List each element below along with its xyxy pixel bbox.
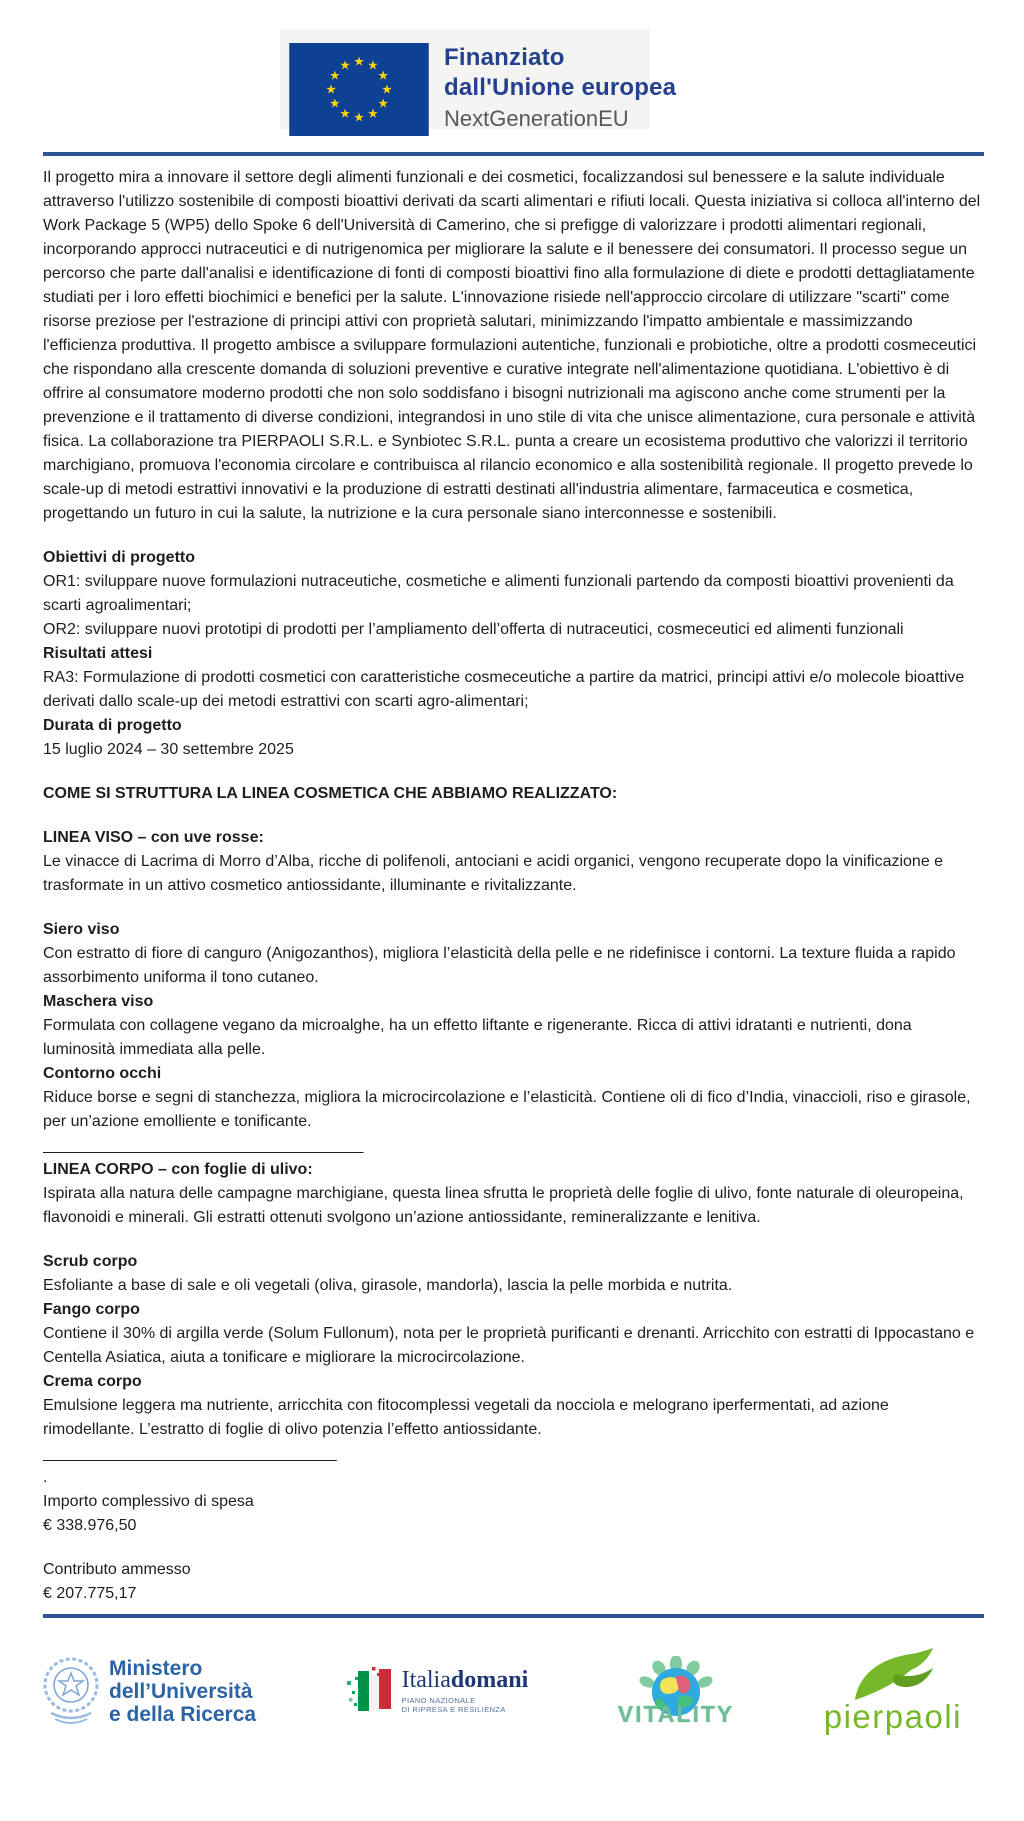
dot-line: .	[43, 1469, 48, 1486]
eu-funding-banner	[280, 30, 677, 131]
maschera-viso-description: Formulata con collagene vegano da microalghe, ha un effetto liftante e rigenerante. Ricca di attivi idratanti e nutrienti, dona luminosità immediata alla pelle.	[43, 1017, 912, 1058]
blank-line	[43, 1538, 984, 1558]
linea-corpo-description: Ispirata alla natura delle campagne marchigiane, questa linea sfrutta le proprietà delle foglie di ulivo, fonte naturale di oleuropeina, flavonoidi e minerali. Gli estratti ottenuti svolgono un’azione antiossidante, remineralizzante e lenitiva.	[43, 1185, 964, 1226]
vitality-label: VITALITY	[617, 1701, 735, 1727]
underscore-divider: ____________________________________	[43, 1137, 364, 1154]
italiadomani-caption	[402, 1696, 529, 1714]
mur-logo	[43, 1653, 256, 1729]
blank-line	[43, 526, 984, 546]
importo-value: € 338.976,50	[43, 1517, 137, 1534]
scrub-corpo-description: Esfoliante a base di sale e oli vegetali (oliva, girasole, mandorla), lascia la pelle morbida e nutrita.	[43, 1277, 733, 1294]
siero-viso-description: Con estratto di fiore di canguro (Anigozanthos), migliora l’elasticità della pelle e ne ridefinisce i contorni. La texture fluida a rapido assorbimento uniforma il tono cutaneo.	[43, 945, 956, 986]
mur-label-line3: e della Ricerca	[109, 1702, 257, 1726]
crema-corpo-description: Emulsione leggera ma nutriente, arricchita con fitocomplessi vegetali da nocciola e melograno iperfermentati, ad azione rimodellante. L’estratto di foglie di olivo potenzia l’effetto antiossidante.	[43, 1397, 889, 1438]
linea-viso-heading: LINEA VISO – con uve rosse:	[43, 829, 264, 846]
vitality-logo	[618, 1656, 735, 1726]
italiadomani-logo	[346, 1665, 529, 1717]
fango-corpo-heading: Fango corpo	[43, 1301, 140, 1318]
eu-funding-line1: Finanziato	[444, 44, 565, 71]
siero-viso-heading: Siero viso	[43, 921, 120, 938]
italiadomani-title	[402, 1668, 529, 1692]
eu-flag-icon	[280, 30, 429, 129]
result-ra3: RA3: Formulazione di prodotti cosmetici con caratteristiche cosmeceutiche a partire da matrici, principi attivi e/o molecole bioattive derivati dallo scale-up dei metodi estrattivi con scarti agro-alimentari;	[43, 669, 965, 710]
fango-corpo-description: Contiene il 30% di argilla verde (Solum Fullonum), nota per le proprietà purificanti e drenanti. Arricchito con estratti di Ippocastano e Centella Asiatica, aiuta a tonificare e migliorare la microcircolazione.	[43, 1325, 975, 1366]
objective-or1: OR1: sviluppare nuove formulazioni nutraceutiche, cosmetiche e alimenti funzionali partendo da composti bioattivi provenienti da scarti agroalimentari;	[43, 573, 954, 614]
bottom-divider-rule	[43, 1614, 984, 1618]
nextgenerationeu-label: NextGenerationEU	[444, 106, 629, 131]
mur-label-line2: dell’Università	[109, 1679, 253, 1703]
eu-funding-text	[429, 30, 676, 129]
partner-logos-row	[43, 1648, 984, 1734]
mur-label-line1: Ministero	[109, 1656, 203, 1680]
crema-corpo-heading: Crema corpo	[43, 1373, 142, 1390]
pierpaoli-label: pierpaoli	[823, 1698, 962, 1735]
pierpaoli-logo	[824, 1648, 962, 1734]
objective-or2: OR2: sviluppare nuovi prototipi di prodotti per l’ampliamento dell’offerta di nutraceutici, cosmeceutici ed alimenti funzionali	[43, 621, 904, 638]
top-divider-rule	[43, 152, 984, 156]
italiadomani-caption-line2: DI RIPRESA E RESILIENZA	[401, 1705, 506, 1714]
blank-line	[43, 1230, 984, 1250]
duration-heading: Durata di progetto	[43, 717, 182, 734]
importo-label: Importo complessivo di spesa	[43, 1493, 254, 1510]
blank-line	[43, 898, 984, 918]
results-heading: Risultati attesi	[43, 645, 153, 662]
linea-viso-description: Le vinacce di Lacrima di Morro d’Alba, ricche di polifenoli, antociani e acidi organici, vengono recuperate dopo la vinificazione e trasformate in un attivo cosmetico antiossidante, illuminante e rivitalizzante.	[43, 853, 944, 894]
linea-corpo-heading: LINEA CORPO – con foglie di ulivo:	[43, 1161, 313, 1178]
italiadomani-title-domani: domani	[450, 1667, 529, 1693]
underscore-divider: _________________________________	[43, 1445, 337, 1462]
italiadomani-flag-icon	[346, 1665, 394, 1717]
maschera-viso-heading: Maschera viso	[43, 993, 154, 1010]
italiadomani-title-italia: Italia	[401, 1667, 451, 1693]
contributo-label: Contributo ammesso	[43, 1561, 191, 1578]
mur-emblem-icon	[43, 1653, 99, 1729]
italiadomani-text	[402, 1668, 529, 1714]
eu-flag-icon	[289, 43, 429, 136]
pierpaoli-leaf-icon	[849, 1648, 937, 1704]
objectives-heading: Obiettivi di progetto	[43, 549, 195, 566]
intro-paragraph: Il progetto mira a innovare il settore degli alimenti funzionali e dei cosmetici, focalizzandosi sul benessere e la salute individuale attraverso l'utilizzo sostenibile di composti bioattivi derivati da scarti alimentari e rifiuti locali. Questa iniziativa si colloca all'interno del Work Package 5 (WP5) dello Spoke 6 dell'Università di Camerino, che si prefigge di valorizzare i prodotti alimentari regionali, incorporando approcci nutraceutici e di nutrigenomica per migliorare la salute e il benessere dei consumatori. Il processo segue un percorso che parte dall'analisi e identificazione di fonti di composti bioattivi fino alla formulazione di diete e prodotti dettagliatamente studiati per i loro effetti biochimici e benefici per la salute. L'innovazione risiede nell'approccio circolare di utilizzare "scarti" come risorse preziose per l'estrazione di principi attivi con proprietà salutari, minimizzando l'impatto ambientale e massimizzando l'efficienza produttiva. Il progetto ambisce a sviluppare formulazioni autentiche, funzionali e probiotiche, oltre a prodotti cosmeceutici che rispondano alla crescente domanda di soluzioni preventive e curative integrate nell'alimentazione quotidiana. L'obiettivo è di offrire al consumatore moderno prodotti che non solo soddisfano i bisogni nutrizionali ma agiscono anche come strumenti per la prevenzione e il trattamento di diverse condizioni, integrandosi in uno stile di vita che unisce alimentazione, cura personale e attività fisica. La collaborazione tra PIERPAOLI S.R.L. e Synbiotec S.R.L. punta a creare un ecosistema produttivo che valorizzi il territorio marchigiano, promuova l'economia circolare e contribuisca al rilancio economico e alla sostenibilità regionale. Il progetto prevede lo scale-up di metodi estrattivi innovativi e la produzione di estratti destinati all'industria alimentare, farmaceutica e cosmetica, progettando un futuro in cui la salute, la nutrizione e la cura personale siano interconnesse e sostenibili.	[43, 169, 981, 522]
blank-line	[43, 762, 984, 782]
contorno-occhi-heading: Contorno occhi	[43, 1065, 162, 1082]
contorno-occhi-description: Riduce borse e segni di stanchezza, migliora la microcircolazione e l’elasticità. Contiene oli di fico d’India, vinaccioli, riso e girasole, per un’azione emolliente e tonificante.	[43, 1089, 971, 1130]
italiadomani-caption-line1: PIANO NAZIONALE	[401, 1696, 476, 1705]
structure-heading: COME SI STRUTTURA LA LINEA COSMETICA CHE ABBIAMO REALIZZATO:	[43, 785, 618, 802]
duration-value: 15 luglio 2024 – 30 settembre 2025	[43, 741, 294, 758]
document-body	[43, 152, 984, 1734]
mur-label	[109, 1657, 256, 1726]
scrub-corpo-heading: Scrub corpo	[43, 1253, 138, 1270]
contributo-value: € 207.775,17	[43, 1585, 137, 1602]
blank-line	[43, 806, 984, 826]
eu-funding-line2: dall'Unione europea	[444, 74, 677, 101]
